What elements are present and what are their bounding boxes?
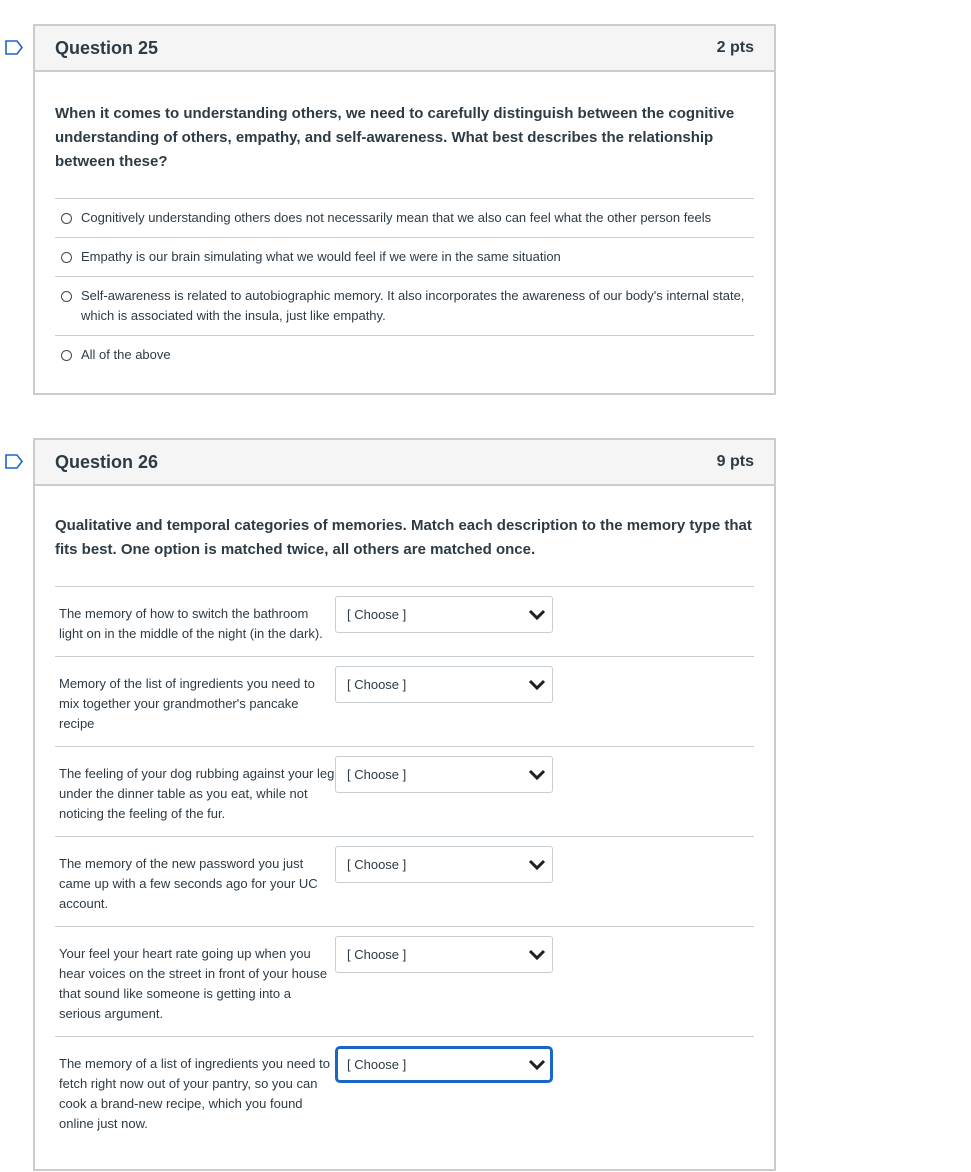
match-row xyxy=(55,747,754,837)
question-title: Question 26 xyxy=(55,451,159,472)
choose-dropdown[interactable] xyxy=(335,596,553,633)
dropdown-value: [ Choose ] xyxy=(347,1056,407,1072)
match-prompt: The memory of the new password you just came up with a few seconds ago for your UC account. xyxy=(59,856,318,911)
chevron-down-icon xyxy=(528,949,546,961)
choose-dropdown-focused[interactable] xyxy=(335,1046,553,1083)
radio-empty-icon[interactable] xyxy=(61,213,72,224)
answer-option[interactable] xyxy=(55,277,754,336)
match-prompt: The memory of how to switch the bathroom light on in the middle of the night (in the dark). xyxy=(59,606,323,641)
answer-label: All of the above xyxy=(81,347,171,362)
match-row xyxy=(55,587,754,657)
match-prompt: The feeling of your dog rubbing against your leg under the dinner table as you eat, while not noticing the feeling of the fur. xyxy=(59,766,335,821)
flag-question-25-icon[interactable] xyxy=(5,40,23,55)
match-row xyxy=(55,1037,754,1146)
answer-label: Empathy is our brain simulating what we would feel if we were in the same situation xyxy=(81,249,561,264)
chevron-down-icon xyxy=(528,679,546,691)
choose-dropdown[interactable] xyxy=(335,846,553,883)
chevron-down-icon xyxy=(528,609,546,621)
question-26 xyxy=(33,438,776,1171)
radio-empty-icon[interactable] xyxy=(61,350,72,361)
question-text: Qualitative and temporal categories of memories. Match each description to the memory type that fits best. One option is matched twice, all others are matched once. xyxy=(55,517,752,558)
dropdown-value: [ Choose ] xyxy=(347,856,407,872)
match-prompt: The memory of a list of ingredients you need to fetch right now out of your pantry, so you can cook a brand-new recipe, which you found online just now. xyxy=(59,1056,330,1131)
question-title: Question 25 xyxy=(55,37,159,58)
answer-label: Cognitively understanding others does not necessarily mean that we also can feel what the other person feels xyxy=(81,210,712,225)
question-text: When it comes to understanding others, we need to carefully distinguish between the cognitive understanding of others, empathy, and self-awareness. What best describes the relationship between these? xyxy=(55,105,735,170)
answer-option[interactable] xyxy=(55,336,754,374)
answer-option[interactable] xyxy=(55,238,754,277)
match-prompt: Memory of the list of ingredients you need to mix together your grandmother's pancake recipe xyxy=(59,676,315,731)
dropdown-value: [ Choose ] xyxy=(347,606,407,622)
question-points: 9 pts xyxy=(716,453,754,470)
question-25 xyxy=(33,24,776,395)
flag-question-26-icon[interactable] xyxy=(5,454,23,469)
match-row xyxy=(55,657,754,747)
answer-option[interactable] xyxy=(55,199,754,238)
match-prompt: Your feel your heart rate going up when you hear voices on the street in front of your house that sound like someone is getting into a serious argument. xyxy=(59,946,328,1021)
chevron-down-icon xyxy=(528,859,546,871)
question-header xyxy=(35,26,774,72)
question-points: 2 pts xyxy=(716,39,754,56)
answer-label: Self-awareness is related to autobiographic memory. It also incorporates the awareness of our body's internal state, which is associated with the insula, just like empathy. xyxy=(81,288,745,323)
choose-dropdown[interactable] xyxy=(335,666,553,703)
answer-list xyxy=(55,198,754,374)
chevron-down-icon xyxy=(528,1059,546,1071)
choose-dropdown[interactable] xyxy=(335,936,553,973)
dropdown-value: [ Choose ] xyxy=(347,946,407,962)
question-header xyxy=(35,440,774,486)
radio-empty-icon[interactable] xyxy=(61,252,72,263)
dropdown-value: [ Choose ] xyxy=(347,766,407,782)
chevron-down-icon xyxy=(528,769,546,781)
dropdown-value: [ Choose ] xyxy=(347,676,407,692)
choose-dropdown[interactable] xyxy=(335,756,553,793)
radio-empty-icon[interactable] xyxy=(61,291,72,302)
match-list xyxy=(55,586,754,1146)
match-row xyxy=(55,837,754,927)
match-row xyxy=(55,927,754,1037)
